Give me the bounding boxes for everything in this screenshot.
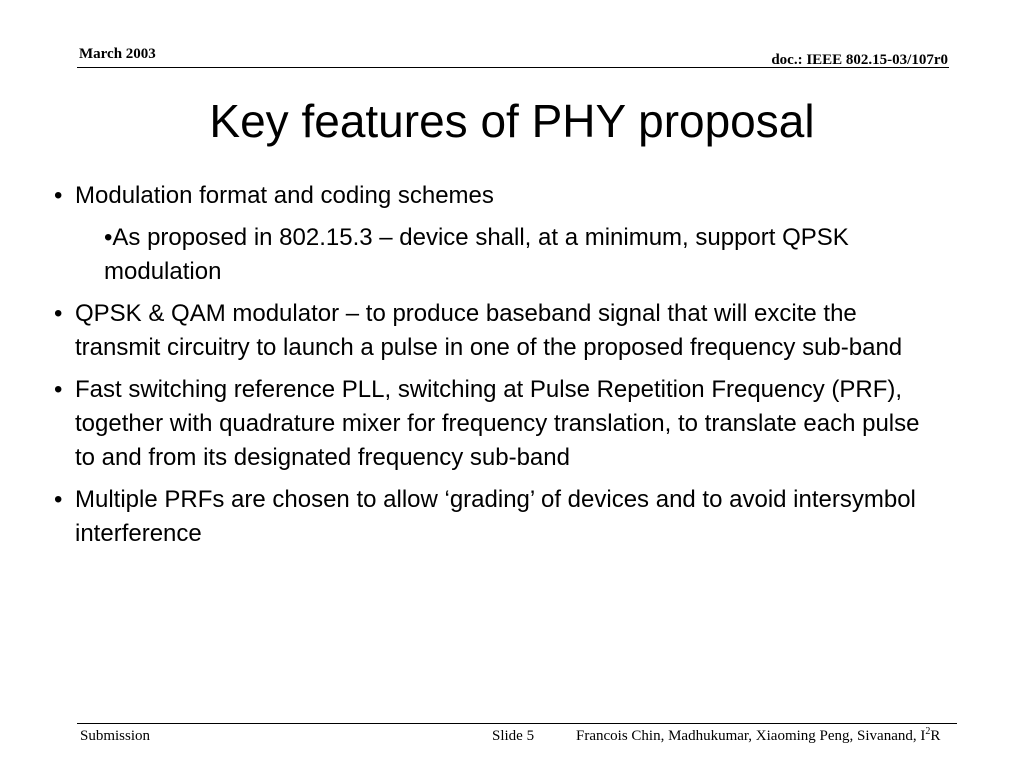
footer-authors bbox=[576, 728, 940, 745]
slide-title: Key features of PHY proposal bbox=[209, 95, 815, 147]
footer-authors-superscript: 2 bbox=[925, 726, 931, 737]
bullet-text: Fast switching reference PLL, switching at Pulse Repetition Frequency (PRF), together with quadrature mixer for frequency translation, to translate each pulse to and from its designated frequency sub-band bbox=[75, 376, 920, 471]
bullet-text: QPSK & QAM modulator – to produce baseband signal that will excite the transmit circuitry to launch a pulse in one of the proposed frequency sub-band bbox=[75, 300, 903, 361]
header-date: March 2003 bbox=[79, 46, 156, 62]
footer-submission: Submission bbox=[80, 728, 151, 744]
bullet-item bbox=[54, 179, 944, 213]
bullet-item bbox=[54, 297, 944, 365]
footer-slide-number: Slide 5 bbox=[492, 728, 535, 744]
header-doc-id: doc.: IEEE 802.15-03/107r0 bbox=[771, 52, 948, 68]
bullet-item bbox=[54, 483, 944, 551]
bullet-item bbox=[54, 373, 944, 475]
bullet-marker: • bbox=[54, 486, 63, 513]
sub-bullet-item: •As proposed in 802.15.3 – device shall, at a minimum, support QPSK modulation bbox=[104, 224, 849, 285]
bullet-marker: • bbox=[54, 300, 63, 327]
slide-content bbox=[54, 179, 944, 559]
header-divider bbox=[77, 67, 949, 68]
bullet-marker: • bbox=[54, 376, 63, 403]
footer-divider bbox=[77, 723, 957, 724]
bullet-marker: • bbox=[54, 182, 63, 209]
bullet-text: Modulation format and coding schemes bbox=[75, 182, 494, 209]
bullet-text: Multiple PRFs are chosen to allow ‘grading’ of devices and to avoid intersymbol interference bbox=[75, 486, 916, 547]
footer-authors-text: Francois Chin, Madhukumar, Xiaoming Peng, Sivanand, I bbox=[576, 728, 926, 744]
footer-authors-tail: R bbox=[930, 728, 941, 744]
